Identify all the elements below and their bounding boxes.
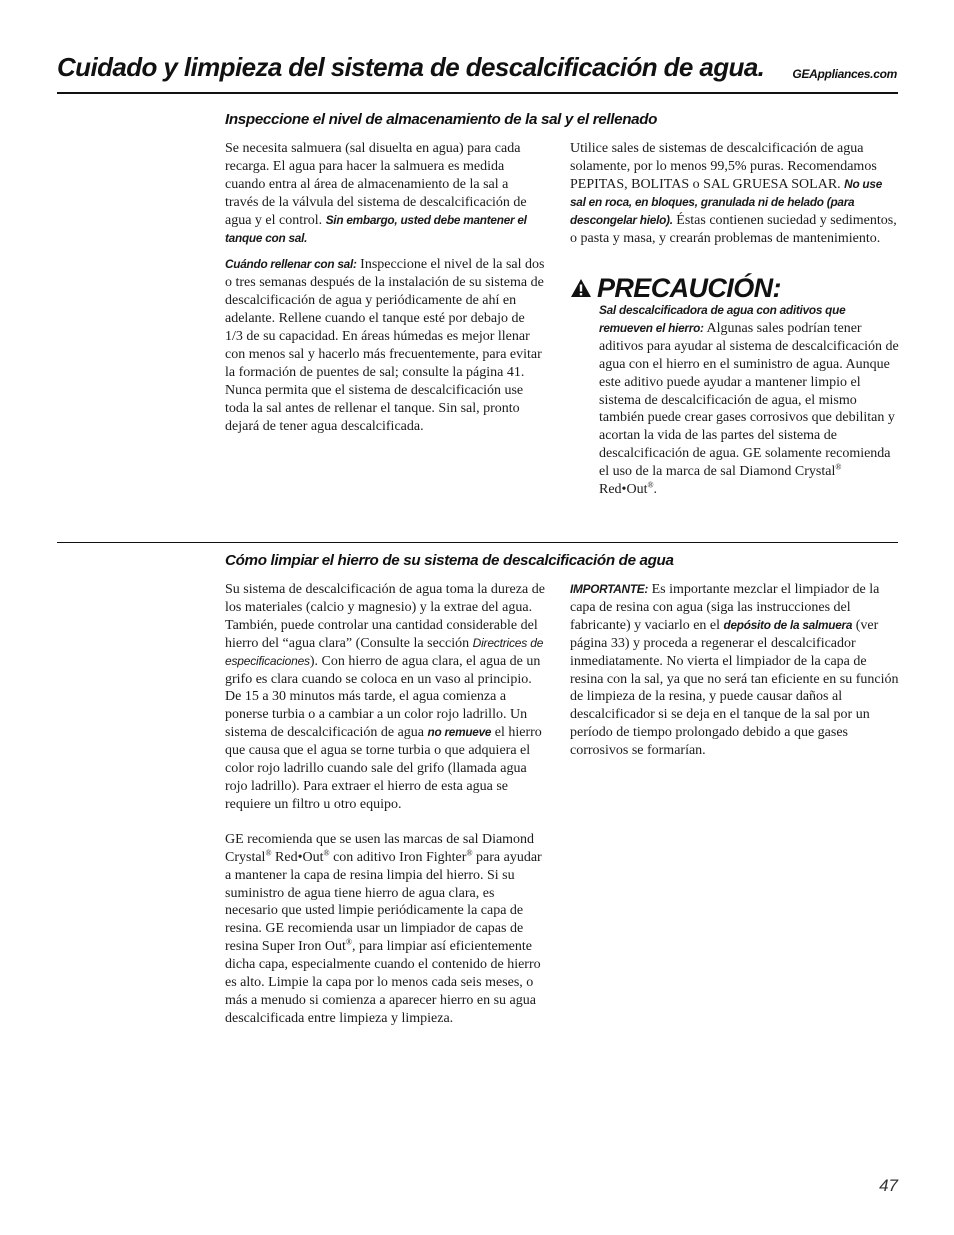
header-rule xyxy=(57,92,898,94)
page-number: 47 xyxy=(879,1176,898,1195)
caution-body xyxy=(599,302,900,508)
salt-right-column xyxy=(570,140,900,256)
section-heading-salt-level: Inspeccione el nivel de almacenamiento de la sal y el rellenado xyxy=(225,111,658,128)
website-url: GEAppliances.com xyxy=(792,67,897,81)
warning-triangle-icon xyxy=(570,278,592,298)
section-divider xyxy=(57,542,898,543)
salt-left-column xyxy=(225,140,545,445)
caution-heading xyxy=(570,272,781,304)
iron-left-column xyxy=(225,581,547,1037)
page-header xyxy=(57,52,897,94)
iron-right-column xyxy=(570,581,900,769)
caution-title: PRECAUCIÓN: xyxy=(597,272,781,303)
caution-paragraph: Sal descalcificadora de agua con aditivos que remueven el hierro: Algunas sales podrían tener aditivos para ayudar al sistema de descalcificación de agua con el hierro en el suministro de agua. Aunque este aditivo puede ayudar a mantener limpio el sistema de descalcificación de agua, el mismo también puede crear gases corrosivos que debilitan y acortan la vida de las partes del sistema de descalcificación de agua. GE solamente recomienda el uso de la marca de sal Diamond Crystal® Red•Out®. xyxy=(599,303,899,498)
salt-refill-paragraph: Cuándo rellenar con sal: Inspeccione el nivel de la sal dos o tres semanas después de la instalación de su sistema de descalcificación de agua y periódicamente de ahí en adelante. Rellene cuando el tanque esté por debajo de 1/3 de su capacidad. En áreas húmedas es mejor llenar con menos sal y hacerlo más frecuentemente, para evitar la formación de puentes de sal; consulte la página 41. Nunca permita que el sistema de descalcificación use toda la sal antes de rellenar el tanque. Sin sal, pronto dejará de tener agua descalcificada. xyxy=(225,257,545,434)
page-title: Cuidado y limpieza del sistema de descalcificación de agua. xyxy=(57,52,765,82)
salt-brine-paragraph: Se necesita salmuera (sal disuelta en agua) para cada recarga. El agua para hacer la salmuera es medida cuando entra al área de almacenamiento de la sal a través de la válvula del sistema de descalcificación de agua y el control. Sin embargo, usted debe mantener el tanque con sal. xyxy=(225,141,527,245)
important-paragraph: IMPORTANTE: Es importante mezclar el limpiador de la capa de resina con agua (siga las instrucciones del fabricante) y vaciarlo en el depósito de la salmuera (ver página 33) y proceda a regenerar el descalcificador inmediatamente. No vierta el limpiador de la capa de resina con la sal, ya que no será tan eficiente en su función de limpieza de la resina, y puede causar daños al descalcificador si se deja en el tanque de la sal por un período de tiempo prolongado debido a que gases corrosivos se formarían. xyxy=(570,582,899,759)
section-heading-iron-cleaning: Cómo limpiar el hierro de su sistema de descalcificación de agua xyxy=(225,552,674,569)
iron-clear-water-paragraph: Su sistema de descalcificación de agua toma la dureza de los materiales (calcio y magnesio) y la extrae del agua. También, puede controlar una cantidad considerable del hierro del “agua clara” (Consulte la sección Directrices de especificaciones). Con hierro de agua clara, el agua de un grifo es clara cuando se coloca en un vaso al principio. De 15 a 30 minutos más tarde, el agua comienza a ponerse turbia o a cambiar a un color rojo ladrillo. Un sistema de descalcificación de agua no remueve el hierro que causa que el agua se torne turbia o que adquiera el color rojo ladrillo cuando sale del grifo (llamada agua rojo ladrillo). Para extraer el hierro de esta agua se requiere un filtro u otro equipo. xyxy=(225,582,545,812)
salt-type-paragraph: Utilice sales de sistemas de descalcificación de agua solamente, por lo menos 99,5% puras. Recomendamos PEPITAS, BOLITAS o SAL GRUESA SOLAR. No use sal en roca, en bloques, granulada ni de helado (para descongelar hielo). Éstas contienen suciedad y sedimentos, o pasta y masa, y crearán problemas de mantenimiento. xyxy=(570,141,897,246)
iron-recommendation-paragraph: GE recomienda que se usen las marcas de sal Diamond Crystal® Red•Out® con aditivo Iron Fighter® para ayudar a mantener la capa de resina limpia del hierro. Si su suministro de agua tiene hierro de agua clara, es necesario que usted limpie periódicamente la capa de resina. GE recomienda usar un limpiador de capas de resina Super Iron Out®, para limpiar así eficientemente dicha capa, especialmente cuando el contenido de hierro es alto. Limpie la capa por lo menos cada seis meses, o más a menudo si comienza a aparecer hierro en su agua descalcificada entre limpieza y limpieza. xyxy=(225,831,542,1026)
